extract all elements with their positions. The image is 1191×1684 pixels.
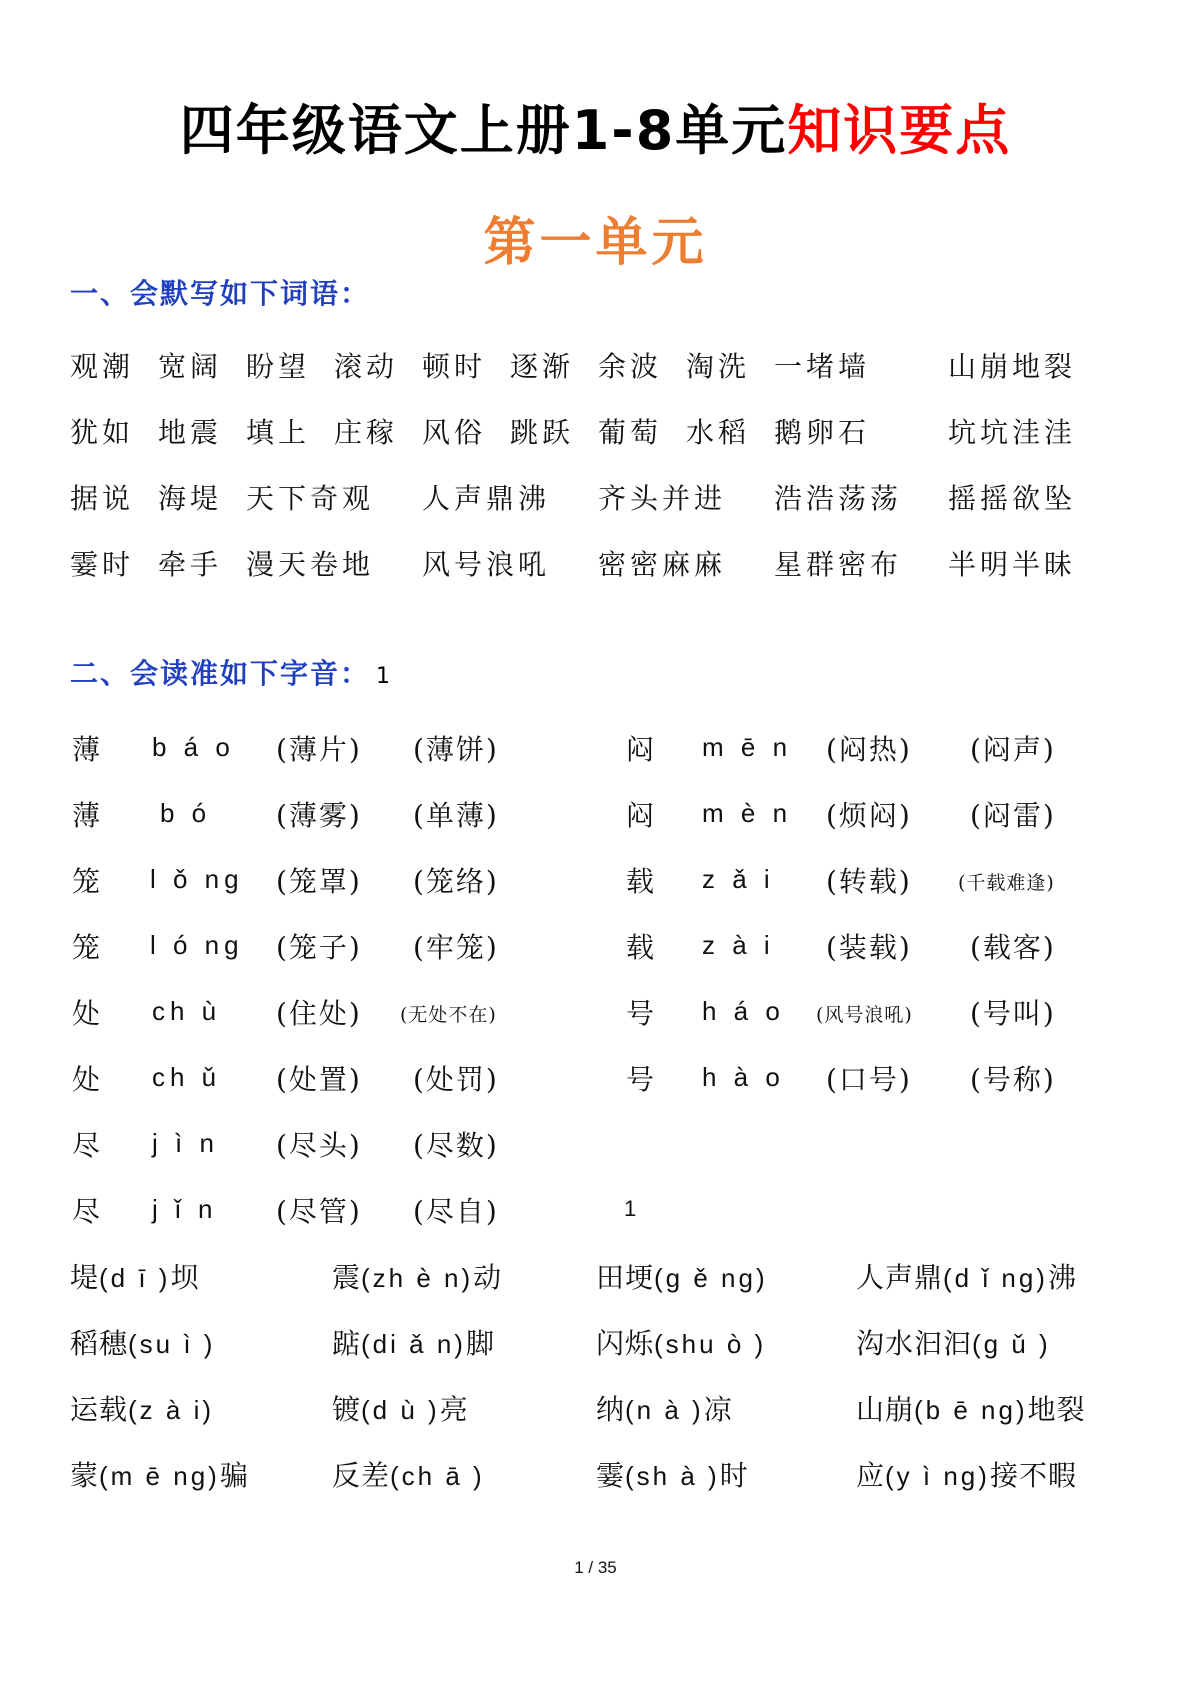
annotated-word: 山崩(b ē ng)地裂 <box>856 1393 1086 1426</box>
polyphone-example: (薄片) <box>276 733 362 766</box>
vocab-word: 摇摇欲坠 <box>948 482 1077 515</box>
annotated-word: 稻穗(su ì ) <box>70 1327 216 1360</box>
annotated-word: 沟水汩汩(g ǔ ) <box>856 1327 1051 1360</box>
polyphone-char: 载 <box>626 931 659 964</box>
annotated-word: 蒙(m ē ng)骗 <box>70 1459 249 1492</box>
polyphone-example: (号叫) <box>970 997 1056 1030</box>
polyphone-pinyin: z ǎ i <box>702 864 775 894</box>
vocab-word: 逐渐 <box>510 350 575 383</box>
annotated-word: 人声鼎(d ǐ ng)沸 <box>856 1261 1077 1294</box>
vocab-word: 余波 <box>598 350 663 383</box>
polyphone-char: 笼 <box>72 865 105 898</box>
title-accent: 知识要点 <box>787 99 1012 162</box>
polyphone-char: 薄 <box>72 733 105 766</box>
polyphone-example: (装载) <box>826 931 912 964</box>
polyphone-example: (载客) <box>970 931 1056 964</box>
polyphone-example: (无处不在) <box>400 1004 497 1026</box>
polyphone-example: (处置) <box>276 1063 362 1096</box>
polyphone-char: 笼 <box>72 931 105 964</box>
vocab-word: 葡萄 <box>598 416 663 449</box>
vocab-word: 地震 <box>158 416 223 449</box>
title-main: 四年级语文上册1-8单元 <box>179 99 788 162</box>
polyphone-pinyin: m ē n <box>702 732 793 762</box>
polyphone-example: (薄饼) <box>413 733 499 766</box>
vocab-word: 填上 <box>246 416 311 449</box>
vocab-word: 海堤 <box>158 482 223 515</box>
polyphone-pinyin: b ó <box>160 798 212 828</box>
vocab-word: 据说 <box>70 482 135 515</box>
vocab-word: 坑坑洼洼 <box>948 416 1077 449</box>
polyphone-pinyin: b á o <box>152 732 235 762</box>
polyphone-pinyin: l ǒ ng <box>150 864 244 894</box>
polyphone-pinyin: ch ǔ <box>152 1062 222 1092</box>
unit-heading: 第一单元 <box>483 213 708 273</box>
annotated-word: 反差(ch ā ) <box>332 1459 485 1492</box>
vocab-word: 滚动 <box>334 350 399 383</box>
annotated-word: 田埂(g ě ng) <box>596 1261 768 1294</box>
polyphone-example: (风号浪吼) <box>816 1004 913 1026</box>
polyphone-pinyin: j ǐ n <box>152 1194 218 1224</box>
vocab-word: 齐头并进 <box>598 482 727 515</box>
vocab-word: 宽阔 <box>158 350 223 383</box>
polyphone-char: 处 <box>72 997 105 1030</box>
vocab-word: 天下奇观 <box>246 482 375 515</box>
polyphone-pinyin: l ó ng <box>150 930 244 960</box>
vocab-word: 跳跃 <box>510 416 575 449</box>
polyphone-example: (笼络) <box>413 865 499 898</box>
polyphone-example: (烦闷) <box>826 799 912 832</box>
polyphone-example: (闷热) <box>826 733 912 766</box>
annotated-word: 踮(di ǎ n)脚 <box>332 1327 495 1360</box>
polyphone-example: (转载) <box>826 865 912 898</box>
vocab-word: 水稻 <box>686 416 751 449</box>
polyphone-char: 号 <box>626 997 659 1030</box>
polyphone-pinyin: h á o <box>702 996 785 1026</box>
vocab-word: 犹如 <box>70 416 135 449</box>
polyphone-char: 闷 <box>626 799 659 832</box>
annotated-word: 闪烁(shu ò ) <box>596 1327 767 1360</box>
vocab-word: 霎时 <box>70 548 135 581</box>
page-indicator: 1 / 35 <box>574 1558 617 1577</box>
polyphone-char: 载 <box>626 865 659 898</box>
annotated-word: 震(zh è n)动 <box>332 1261 503 1294</box>
polyphone-char: 号 <box>626 1063 659 1096</box>
polyphone-example: (处罚) <box>413 1063 499 1096</box>
vocab-word: 星群密布 <box>774 548 903 581</box>
vocab-word: 漫天卷地 <box>246 548 375 581</box>
vocab-word: 淘洗 <box>686 350 751 383</box>
vocab-word: 鹅卵石 <box>774 416 871 449</box>
polyphone-pinyin: m è n <box>702 798 793 828</box>
vocab-word: 人声鼎沸 <box>422 482 551 515</box>
vocab-word: 庄稼 <box>334 416 399 449</box>
polyphone-pinyin: z à i <box>702 930 775 960</box>
polyphone-char: 薄 <box>72 799 105 832</box>
vocab-word: 盼望 <box>246 350 311 383</box>
vocab-word: 观潮 <box>70 350 135 383</box>
polyphone-char: 尽 <box>72 1129 105 1162</box>
vocab-word: 牵手 <box>158 548 223 581</box>
polyphone-pinyin: ch ù <box>152 996 222 1026</box>
polyphone-example: (薄雾) <box>276 799 362 832</box>
section-heading-text: 二、会读准如下字音： <box>70 657 371 690</box>
polyphone-example: (笼罩) <box>276 865 362 898</box>
polyphone-example: (尽数) <box>413 1129 499 1162</box>
annotated-word: 纳(n à )凉 <box>596 1393 733 1426</box>
polyphone-example: (闷雷) <box>970 799 1056 832</box>
polyphone-example: (尽自) <box>413 1195 499 1228</box>
vocab-word: 风俗 <box>422 416 487 449</box>
annotated-word: 运载(z à i) <box>70 1393 215 1426</box>
polyphone-example: (千载难逢) <box>958 872 1055 894</box>
section-heading-pronunciation <box>70 652 392 692</box>
polyphone-example: (住处) <box>276 997 362 1030</box>
polyphone-char: 闷 <box>626 733 659 766</box>
polyphone-example: (尽管) <box>276 1195 362 1228</box>
vocab-word: 浩浩荡荡 <box>774 482 903 515</box>
polyphone-example: (号称) <box>970 1063 1056 1096</box>
vocab-word: 风号浪吼 <box>422 548 551 581</box>
vocab-word: 半明半昧 <box>948 548 1077 581</box>
inline-marker: 1 <box>624 1196 637 1221</box>
polyphone-example: (尽头) <box>276 1129 362 1162</box>
polyphone-example: (单薄) <box>413 799 499 832</box>
polyphone-char: 尽 <box>72 1195 105 1228</box>
vocab-word: 顿时 <box>422 350 487 383</box>
polyphone-example: (口号) <box>826 1063 912 1096</box>
annotated-word: 应(y ì ng)接不暇 <box>856 1459 1077 1492</box>
vocab-word: 一堵墙 <box>774 350 871 383</box>
document-title <box>0 88 1191 165</box>
polyphone-pinyin: j ì n <box>152 1128 219 1158</box>
polyphone-example: (笼子) <box>276 931 362 964</box>
annotated-word: 霎(sh à )时 <box>596 1459 749 1492</box>
heading-marker: 1 <box>376 664 393 689</box>
vocab-word: 密密麻麻 <box>598 548 727 581</box>
section-heading-dictation: 一、会默写如下词语： <box>70 277 371 310</box>
polyphone-char: 处 <box>72 1063 105 1096</box>
polyphone-example: (牢笼) <box>413 931 499 964</box>
polyphone-example: (闷声) <box>970 733 1056 766</box>
annotated-word: 镀(d ù )亮 <box>332 1393 469 1426</box>
polyphone-pinyin: h à o <box>702 1062 785 1092</box>
annotated-word: 堤(d ī )坝 <box>70 1261 200 1294</box>
vocab-word: 山崩地裂 <box>948 350 1077 383</box>
